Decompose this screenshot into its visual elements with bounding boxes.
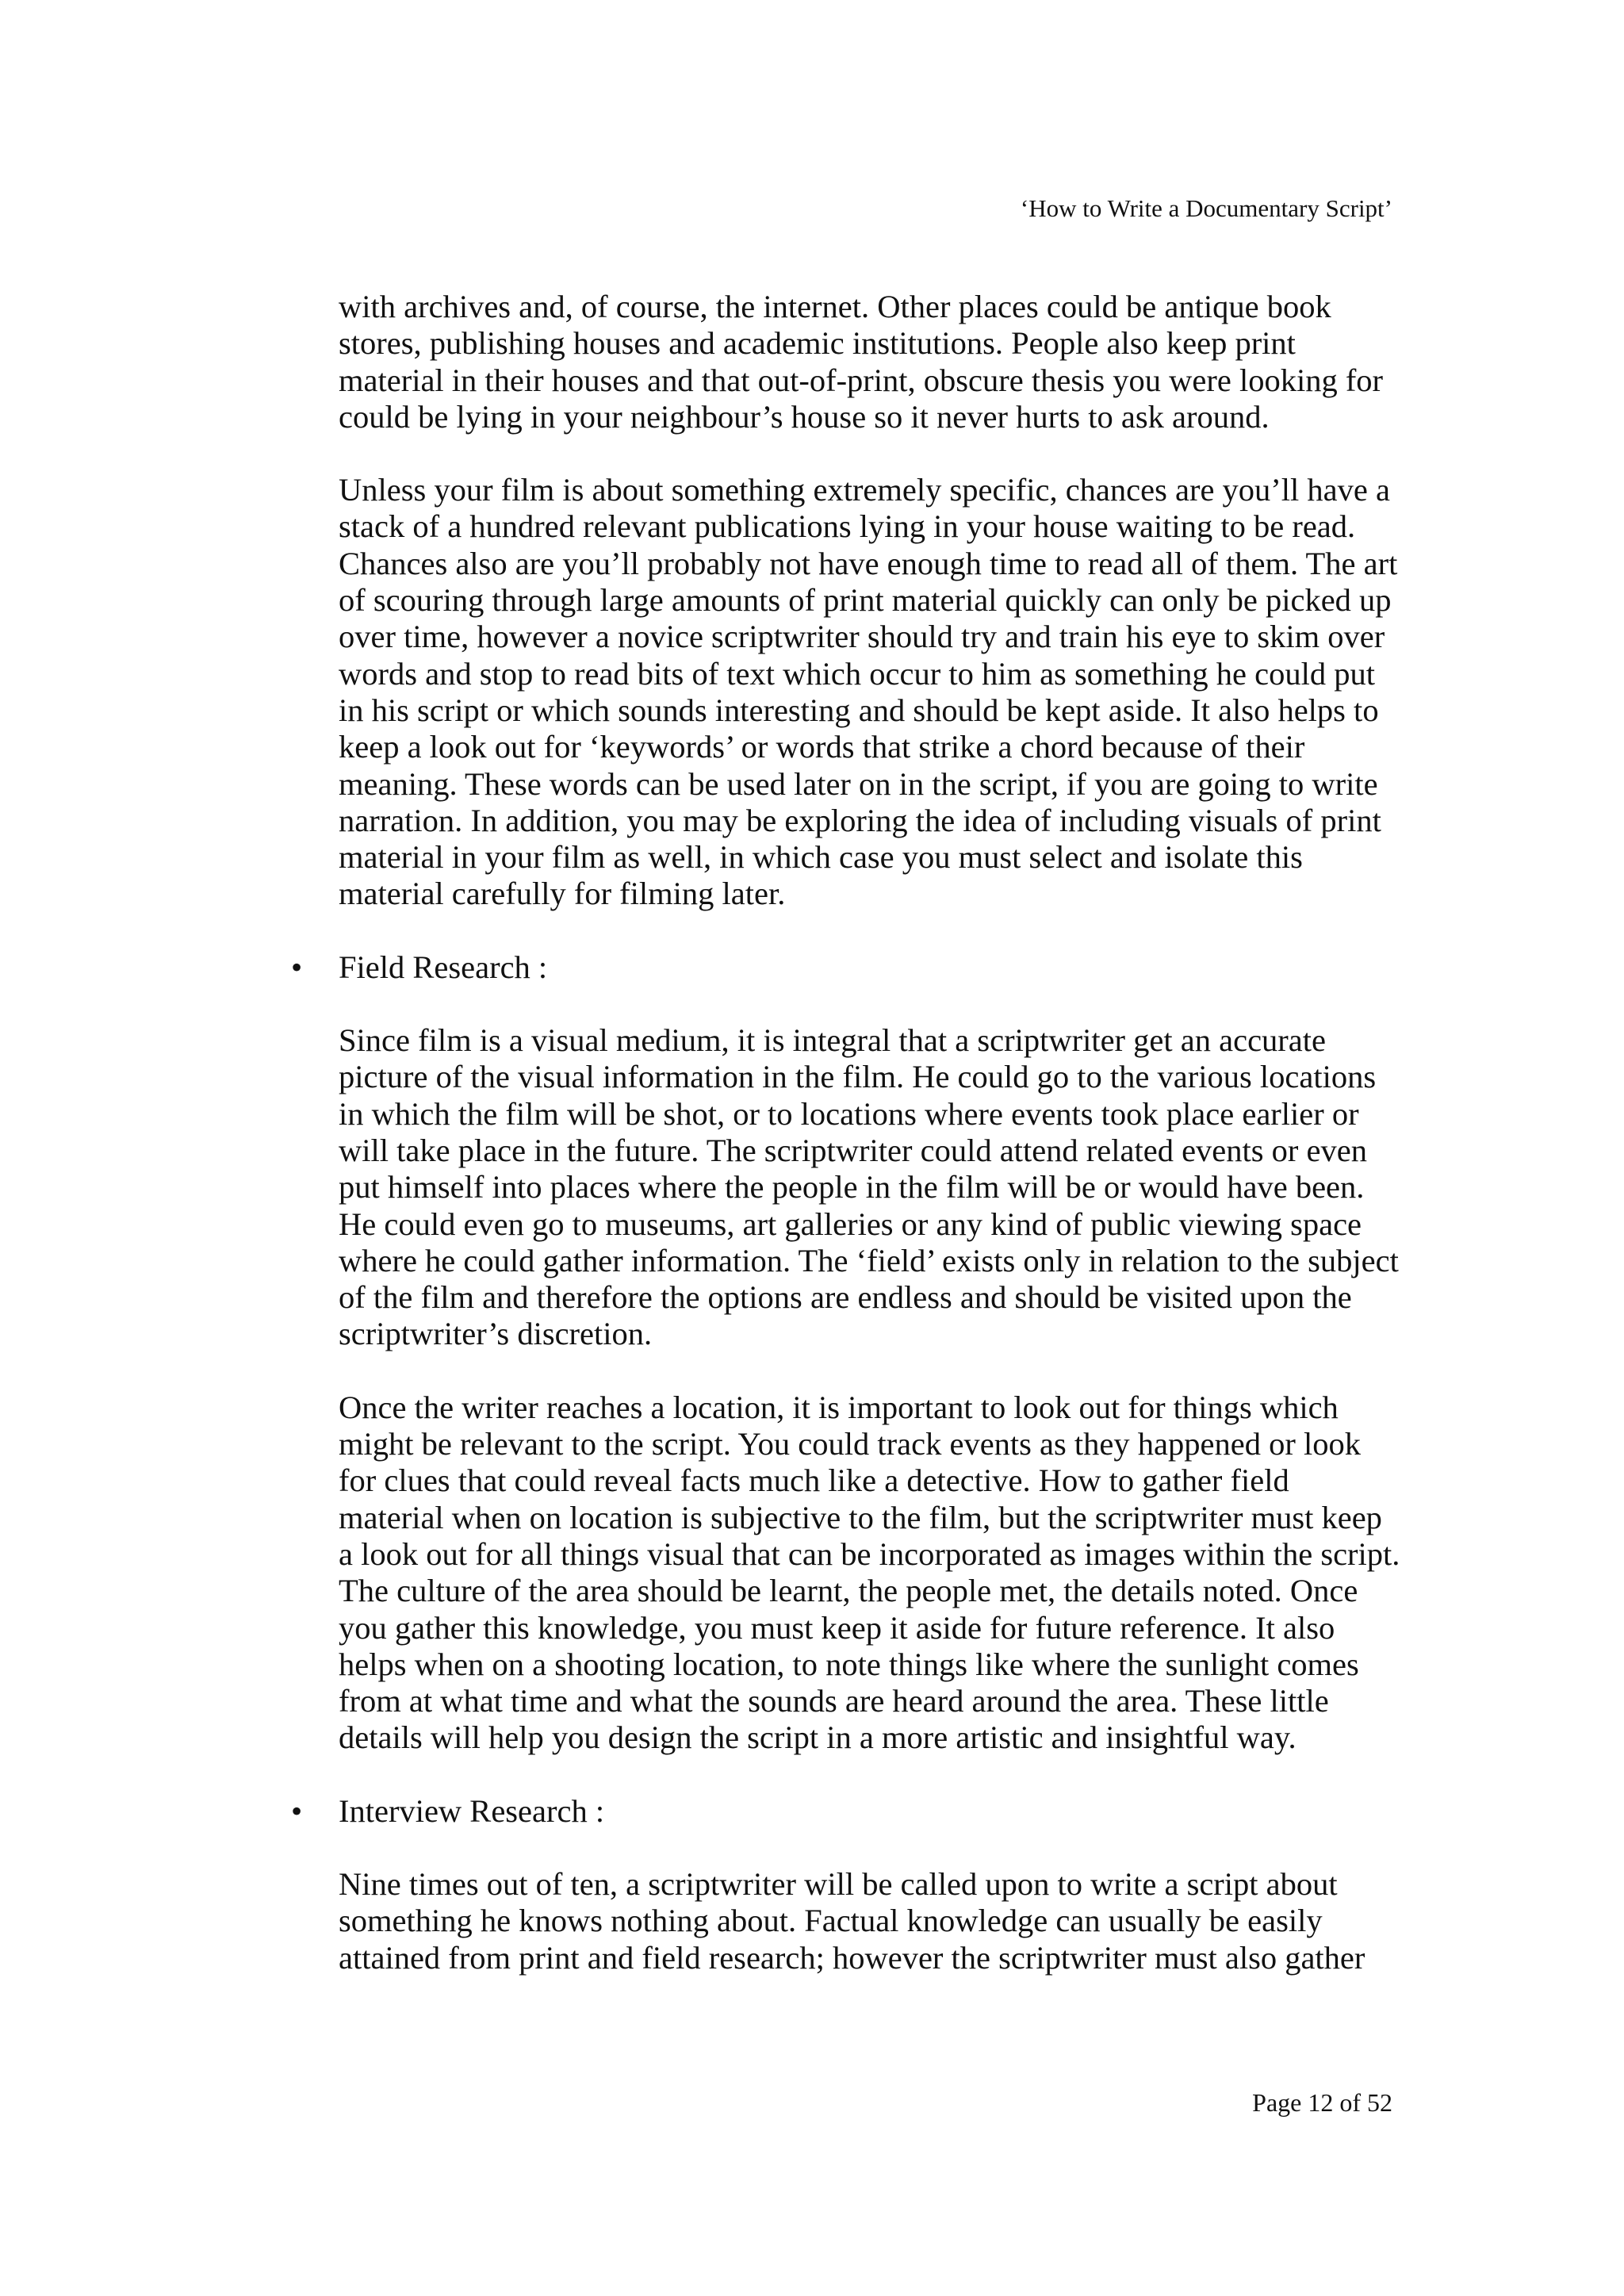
interview-research-heading: Interview Research : (339, 1792, 605, 1829)
bullet-icon: • (291, 1792, 303, 1829)
paragraph-field-location: Once the writer reaches a location, it is important to look out for things which might be relevant to the script. You could track events as they happened or look for clues that could reveal facts much like a detective. How to gather field material when on location is subjective to the film, but the scriptwriter must keep a look out for all things visual that can be incorporated as images within the script. The culture of the area should be learnt, the people met, the details noted. Once you gather this knowledge, you must keep it aside for future reference. It also helps when on a shooting location, to note things like where the sunlight comes from at what time and what the sounds are heard around the area. These little details will help you design the script in a more artistic and insightful way. (339, 1389, 1400, 1756)
paragraph-print-sources: with archives and, of course, the internet. Other places could be antique book stores, publishing houses and academic institutions. People also keep print material in their houses and that out-of-print, obscure thesis you were looking for could be lying in your neighbour’s house so it never hurts to ask around. (339, 289, 1384, 435)
body-text (291, 289, 1401, 2013)
running-header: ‘How to Write a Documentary Script’ (1020, 194, 1392, 222)
bullet-field-research (291, 949, 1401, 986)
paragraph-interview-intro: Nine times out of ten, a scriptwriter will be called upon to write a script about something he knows nothing about. Factual knowledge can usually be easily attained from print and field research; however the scriptwriter must also gather (339, 1865, 1365, 1976)
field-research-heading: Field Research : (339, 949, 548, 985)
page-number: Page 12 of 52 (1252, 2088, 1392, 2117)
paragraph-print-reading: Unless your film is about something extremely specific, chances are you’ll have a stack of a hundred relevant publications lying in your house waiting to be read. Chances also are you’ll probably not have enough time to read all of them. The art of scouring through large amounts of print material quickly can only be picked up over time, however a novice scriptwriter should try and train his eye to skim over words and stop to read bits of text which occur to him as something he could put in his script or which sounds interesting and should be kept aside. It also helps to keep a look out for ‘keywords’ or words that strike a chord because of their meaning. These words can be used later on in the script, if you are going to write narration. In addition, you may be exploring the idea of including visuals of print material in your film as well, in which case you must select and isolate this material carefully for filming later. (339, 472, 1398, 912)
bullet-interview-research (291, 1792, 1401, 1830)
bullet-icon: • (291, 949, 303, 985)
paragraph-field-visual: Since film is a visual medium, it is integral that a scriptwriter get an accurate picture of the visual information in the film. He could go to the various locations in which the film will be shot, or to locations where events took place earlier or will take place in the future. The scriptwriter could attend related events or even put himself into places where the people in the film will be or would have been. He could even go to museums, art galleries or any kind of public viewing space where he could gather information. The ‘field’ exists only in relation to the subject of the film and therefore the options are endless and should be visited upon the scriptwriter’s discretion. (339, 1022, 1399, 1352)
